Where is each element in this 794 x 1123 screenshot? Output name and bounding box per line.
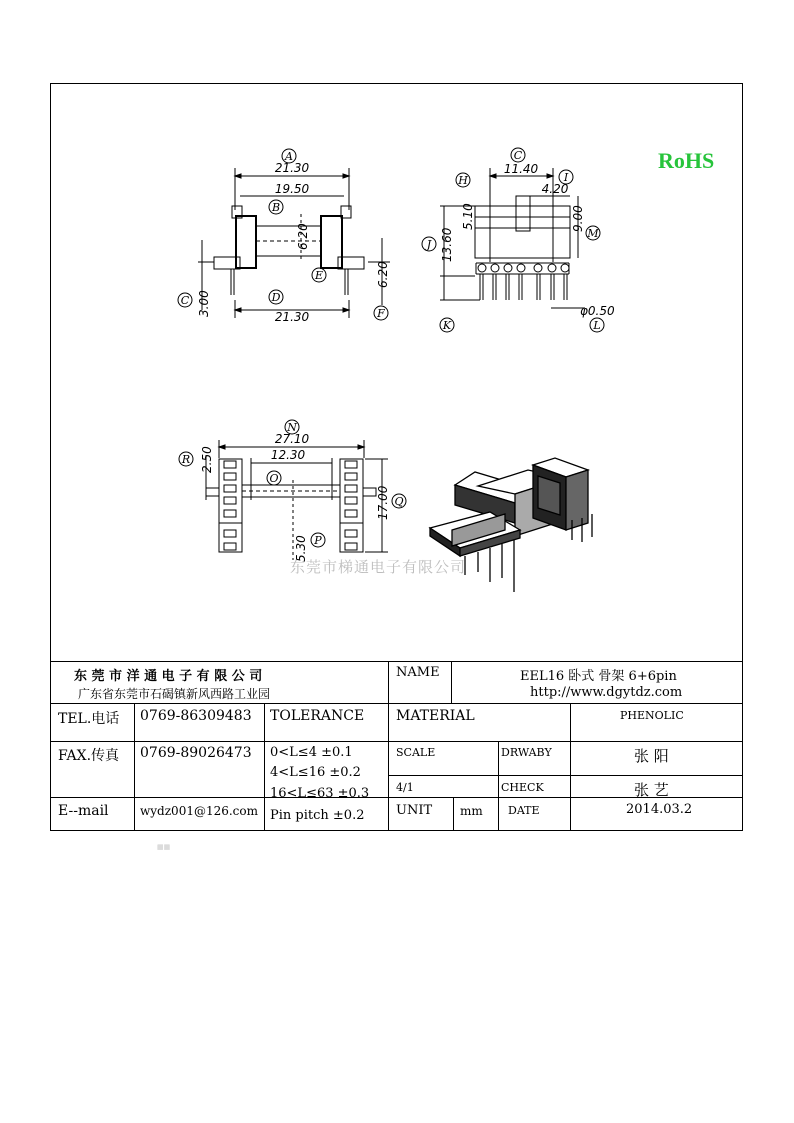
bottom-pins-left [224,461,236,550]
small-stamp-mark: ▦▦ [157,843,171,851]
dim-d: 21.30 [274,310,310,324]
dim-b: 19.50 [274,182,310,196]
fax-value: 0769-89026473 [140,745,252,761]
dim-f: 6.20 [376,261,390,288]
dim-m: 9.00 [571,205,585,232]
fax-label: FAX.传真 [58,748,120,764]
callout-a: A [285,150,293,163]
date-value: 2014.03.2 [626,802,693,817]
callout-f: F [377,307,385,320]
dim-r: 2.50 [200,446,214,473]
tel-value: 0769-86309483 [140,708,252,724]
check-label: CHECK [501,781,544,794]
watermark: 东莞市梯通电子有限公司 [290,558,467,576]
dim-l: φ0.50 [580,304,615,318]
callout-b: B [271,201,281,214]
product-name: EEL16 卧式 骨架 6+6pin [520,669,677,684]
bottom-pins-right [345,461,357,550]
date-label: DATE [508,804,540,817]
tolerance-row-3: 16<L≤63 ±0.3 [270,786,370,801]
company-name: 东 莞 市 洋 通 电 子 有 限 公 司 [74,669,263,684]
drawn-by-label: DRWABY [501,746,552,759]
material-label: MATERIAL [396,708,475,724]
callout-r: R [181,453,191,466]
callout-j: J [426,238,432,251]
tolerance-row-4: Pin pitch ±0.2 [270,808,365,823]
callout-i: I [563,171,569,184]
tolerance-row-2: 4<L≤16 ±0.2 [270,765,361,780]
callout-p: P [314,534,322,547]
checked-by-value: 张 艺 [634,781,669,799]
dim-j: 13.60 [440,227,454,262]
company-address: 广东省东莞市石碣镇新风西路工业园 [78,687,271,701]
name-label: NAME [396,665,440,680]
callout-k: K [442,319,452,332]
unit-value: mm [460,804,483,818]
callout-q: Q [394,495,404,508]
dim-a: 21.30 [274,161,310,175]
unit-label: UNIT [396,803,433,818]
dim-e: 6.20 [296,223,310,250]
dim-cc: 11.40 [503,162,539,176]
scale-label: SCALE [396,746,436,759]
callout-h: H [458,174,468,187]
rohs-mark: RoHS [658,148,715,173]
pin-heads [478,264,569,272]
callout-e: E [314,269,324,282]
dim-c: 3.00 [197,290,211,317]
scale-value: 4/1 [396,781,414,794]
callout-c: C [180,294,190,307]
pins [480,274,567,300]
callout-m: M [587,227,599,240]
callout-l: L [593,319,601,332]
dim-o: 12.30 [270,448,306,462]
drawn-by-value: 张 阳 [634,747,669,765]
callout-o: O [269,472,279,485]
dim-q: 17.00 [376,485,390,520]
material-value: PHENOLIC [620,709,684,722]
dim-i: 4.20 [541,182,569,196]
callout-n: N [287,421,297,434]
dim-h: 5.10 [461,203,475,230]
title-block [50,661,743,831]
dim-n: 27.10 [274,432,310,446]
website-link[interactable]: http://www.dgytdz.com [530,685,683,700]
tolerance-label: TOLERANCE [270,708,365,724]
tolerance-row-1: 0<L≤4 ±0.1 [270,745,353,760]
callout-d: D [271,291,281,304]
email-label: E--mail [58,803,109,819]
callout-c2: C [513,149,523,162]
dim-p: 5.30 [294,535,308,562]
email-value[interactable]: wydz001@126.com [140,804,259,818]
tel-label: TEL.电话 [58,711,120,727]
